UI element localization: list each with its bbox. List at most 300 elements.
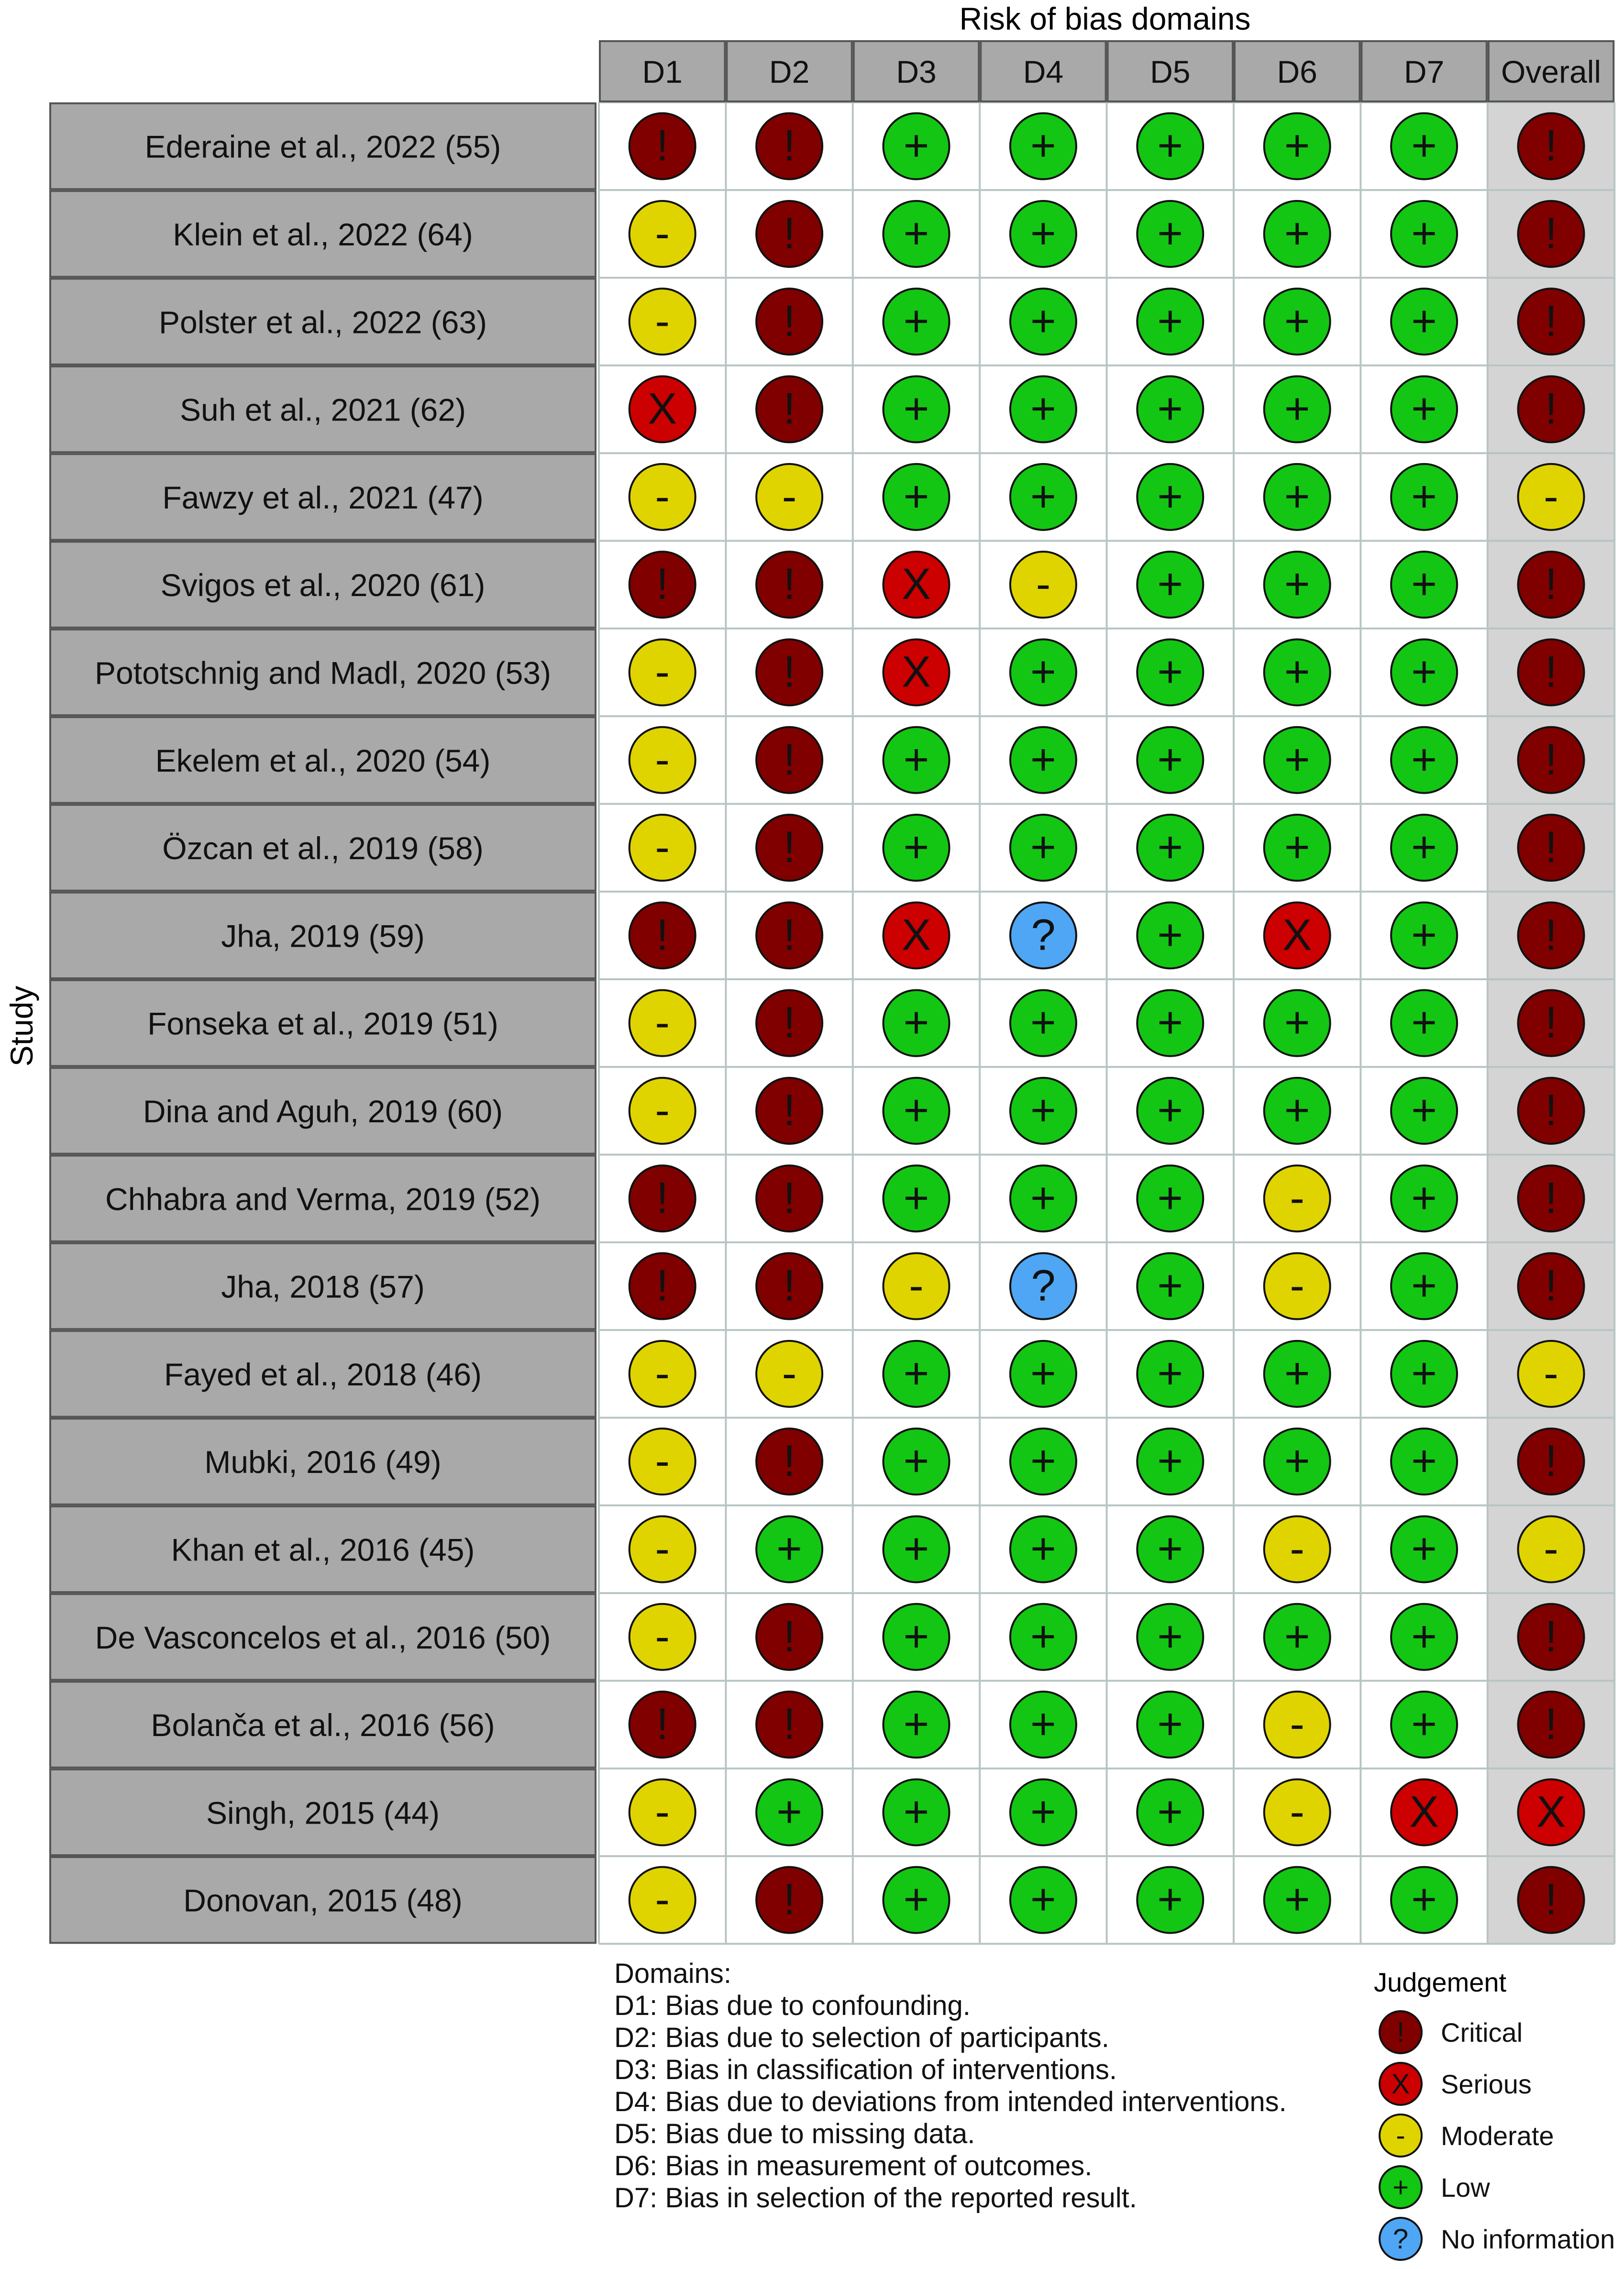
marker-khan-et-al-2016-45-d7-low [1391, 1516, 1457, 1582]
marker-bolanca-et-al-2016-56-d2-critical [756, 1692, 822, 1758]
marker-de-vasconcelos-et-al-2016-50-d3-low [884, 1604, 950, 1670]
marker-symbol: + [903, 1787, 929, 1837]
marker-fayed-et-al-2018-46-d2-moderate [756, 1341, 822, 1407]
marker-symbol: ! [783, 910, 795, 960]
marker-symbol: + [1411, 647, 1437, 697]
marker-symbol: + [1284, 1437, 1310, 1486]
marker-de-vasconcelos-et-al-2016-50-d6-low [1264, 1604, 1330, 1670]
legend-item-low [1380, 2166, 1490, 2208]
study-label-fonseka-et-al-2019-51: Fonseka et al., 2019 (51) [147, 1006, 498, 1041]
marker-singh-2015-44-d5-low [1137, 1779, 1203, 1845]
marker-polster-et-al-2022-63-d7-low [1391, 288, 1457, 354]
marker-symbol: ! [1545, 384, 1558, 433]
study-label-svigos-et-al-2020-61: Svigos et al., 2020 (61) [160, 567, 486, 603]
marker-fonseka-et-al-2019-51-d4-low [1010, 990, 1076, 1056]
marker-symbol: + [1284, 297, 1310, 346]
marker-khan-et-al-2016-45-overall-moderate [1518, 1516, 1584, 1582]
marker-donovan-2015-48-d7-low [1391, 1867, 1457, 1933]
marker-fawzy-et-al-2021-47-d7-low [1391, 464, 1457, 530]
marker-jha-2018-57-d6-moderate [1264, 1253, 1330, 1319]
marker-donovan-2015-48-d3-low [884, 1867, 950, 1933]
column-header-overall: Overall [1501, 54, 1602, 89]
column-header-d1: D1 [642, 54, 683, 89]
marker-symbol: + [1030, 647, 1056, 697]
marker-symbol: ! [783, 998, 795, 1047]
marker-symbol: + [1411, 998, 1437, 1047]
marker-symbol: + [903, 1524, 929, 1573]
marker-chhabra-and-verma-2019-52-d4-low [1010, 1165, 1076, 1231]
study-label-de-vasconcelos-et-al-2016-50: De Vasconcelos et al., 2016 (50) [95, 1619, 551, 1655]
marker-mubki-2016-49-d7-low [1391, 1428, 1457, 1494]
legend-item-critical [1380, 2011, 1523, 2053]
marker-symbol: + [1411, 472, 1437, 521]
marker-symbol: - [655, 1085, 670, 1135]
marker-suh-et-al-2021-62-d2-critical [756, 376, 822, 443]
marker-fonseka-et-al-2019-51-d2-critical [756, 990, 822, 1056]
marker-suh-et-al-2021-62-d3-low [884, 376, 950, 443]
marker-symbol: X [1409, 1787, 1439, 1837]
marker-mubki-2016-49-d4-low [1010, 1428, 1076, 1494]
marker-fawzy-et-al-2021-47-d2-moderate [756, 464, 822, 530]
marker-ekelem-et-al-2020-54-d4-low [1010, 727, 1076, 793]
marker-ozcan-et-al-2019-58-d6-low [1264, 815, 1330, 881]
marker-bolanca-et-al-2016-56-d7-low [1391, 1692, 1457, 1758]
marker-symbol: + [1284, 1085, 1310, 1135]
marker-fayed-et-al-2018-46-overall-moderate [1518, 1341, 1584, 1407]
marker-symbol: - [1290, 1261, 1305, 1310]
marker-svigos-et-al-2020-61-d3-serious [884, 552, 950, 618]
marker-symbol: + [1157, 1437, 1183, 1486]
domain-description-d4: D4: Bias due to deviations from intended interventions. [614, 2086, 1287, 2117]
domain-description-d2: D2: Bias due to selection of participants. [614, 2022, 1109, 2053]
marker-pototschnig-and-madl-2020-53-d7-low [1391, 639, 1457, 705]
marker-khan-et-al-2016-45-d5-low [1137, 1516, 1203, 1582]
marker-pototschnig-and-madl-2020-53-d1-moderate [630, 639, 696, 705]
marker-klein-et-al-2022-64-d2-critical [756, 201, 822, 267]
marker-singh-2015-44-d2-low [756, 1779, 822, 1845]
legend-label-low: Low [1441, 2172, 1490, 2203]
marker-symbol: + [1030, 1612, 1056, 1661]
marker-symbol: + [1411, 121, 1437, 170]
marker-polster-et-al-2022-63-overall-critical [1518, 288, 1584, 354]
column-header-d3: D3 [896, 54, 937, 89]
marker-symbol: ! [656, 121, 669, 170]
marker-jha-2018-57-d2-critical [756, 1253, 822, 1319]
marker-symbol: - [782, 1349, 797, 1398]
marker-suh-et-al-2021-62-overall-critical [1518, 376, 1584, 443]
marker-symbol: + [903, 1173, 929, 1223]
marker-symbol: + [1411, 1700, 1437, 1749]
marker-symbol: ! [783, 1437, 795, 1486]
marker-ozcan-et-al-2019-58-d1-moderate [630, 815, 696, 881]
column-header-d6: D6 [1277, 54, 1317, 89]
marker-symbol: ? [1031, 1261, 1056, 1310]
marker-singh-2015-44-d1-moderate [630, 1779, 696, 1845]
marker-symbol: ! [783, 1085, 795, 1135]
marker-fayed-et-al-2018-46-d4-low [1010, 1341, 1076, 1407]
marker-symbol: - [1544, 1349, 1558, 1398]
marker-symbol: + [1284, 647, 1310, 697]
marker-symbol: + [1157, 1612, 1183, 1661]
marker-symbol: + [1284, 1349, 1310, 1398]
marker-fonseka-et-al-2019-51-d3-low [884, 990, 950, 1056]
chart-title: Risk of bias domains [959, 1, 1251, 36]
marker-suh-et-al-2021-62-d1-serious [630, 376, 696, 443]
marker-symbol: + [903, 1700, 929, 1749]
marker-chhabra-and-verma-2019-52-d7-low [1391, 1165, 1457, 1231]
marker-symbol: + [1411, 823, 1437, 872]
column-header-d4: D4 [1023, 54, 1064, 89]
marker-symbol: + [1157, 1787, 1183, 1837]
marker-mubki-2016-49-overall-critical [1518, 1428, 1584, 1494]
study-label-mubki-2016-49: Mubki, 2016 (49) [204, 1444, 442, 1480]
marker-symbol: ! [1545, 560, 1558, 609]
marker-fayed-et-al-2018-46-d1-moderate [630, 1341, 696, 1407]
column-header-d2: D2 [769, 54, 810, 89]
marker-symbol: + [1411, 1261, 1437, 1310]
marker-de-vasconcelos-et-al-2016-50-d7-low [1391, 1604, 1457, 1670]
marker-svigos-et-al-2020-61-d1-critical [630, 552, 696, 618]
marker-singh-2015-44-d3-low [884, 1779, 950, 1845]
marker-jha-2018-57-d4-no_information [1010, 1253, 1076, 1319]
marker-de-vasconcelos-et-al-2016-50-d5-low [1137, 1604, 1203, 1670]
marker-chhabra-and-verma-2019-52-d6-moderate [1264, 1165, 1330, 1231]
marker-suh-et-al-2021-62-d6-low [1264, 376, 1330, 443]
marker-donovan-2015-48-d6-low [1264, 1867, 1330, 1933]
marker-symbol: + [1157, 384, 1183, 433]
marker-symbol: + [903, 297, 929, 346]
marker-bolanca-et-al-2016-56-overall-critical [1518, 1692, 1584, 1758]
marker-de-vasconcelos-et-al-2016-50-d1-moderate [630, 1604, 696, 1670]
grid-layer [599, 102, 1614, 1944]
marker-symbol: + [1284, 560, 1310, 609]
marker-jha-2019-59-d7-low [1391, 902, 1457, 968]
marker-polster-et-al-2022-63-d2-critical [756, 288, 822, 354]
study-label-suh-et-al-2021-62: Suh et al., 2021 (62) [179, 392, 466, 428]
marker-symbol: + [903, 1612, 929, 1661]
marker-chhabra-and-verma-2019-52-overall-critical [1518, 1165, 1584, 1231]
marker-symbol: - [655, 209, 670, 258]
marker-jha-2019-59-d2-critical [756, 902, 822, 968]
study-label-fawzy-et-al-2021-47: Fawzy et al., 2021 (47) [162, 479, 484, 515]
marker-jha-2019-59-d1-critical [630, 902, 696, 968]
marker-ekelem-et-al-2020-54-d3-low [884, 727, 950, 793]
marker-svigos-et-al-2020-61-d4-moderate [1010, 552, 1076, 618]
marker-ekelem-et-al-2020-54-d7-low [1391, 727, 1457, 793]
marker-symbol: + [1157, 647, 1183, 697]
marker-fawzy-et-al-2021-47-d3-low [884, 464, 950, 530]
marker-singh-2015-44-overall-serious [1518, 1779, 1584, 1845]
domain-description-d6: D6: Bias in measurement of outcomes. [614, 2150, 1093, 2181]
marker-klein-et-al-2022-64-d5-low [1137, 201, 1203, 267]
marker-klein-et-al-2022-64-d4-low [1010, 201, 1076, 267]
marker-svigos-et-al-2020-61-d5-low [1137, 552, 1203, 618]
marker-symbol: ! [783, 121, 795, 170]
marker-symbol: + [903, 472, 929, 521]
marker-symbol: + [903, 121, 929, 170]
marker-dina-and-aguh-2019-60-d3-low [884, 1078, 950, 1144]
marker-jha-2018-57-overall-critical [1518, 1253, 1584, 1319]
marker-symbol: - [909, 1261, 924, 1310]
marker-symbol: ! [656, 910, 669, 960]
marker-symbol: + [1157, 1700, 1183, 1749]
marker-symbol: + [1157, 121, 1183, 170]
marker-symbol: - [655, 1612, 670, 1661]
marker-donovan-2015-48-d1-moderate [630, 1867, 696, 1933]
marker-donovan-2015-48-d5-low [1137, 1867, 1203, 1933]
study-label-dina-and-aguh-2019-60: Dina and Aguh, 2019 (60) [143, 1093, 503, 1129]
study-label-column [50, 103, 596, 1943]
marker-symbol: + [1157, 560, 1183, 609]
marker-symbol: ! [1545, 910, 1558, 960]
column-header-row [600, 41, 1613, 101]
marker-symbol: ! [783, 297, 795, 346]
marker-symbol: ! [1545, 823, 1558, 872]
marker-jha-2019-59-d5-low [1137, 902, 1203, 968]
legend-symbol: X [1391, 2069, 1410, 2100]
marker-symbol: + [1030, 1173, 1056, 1223]
marker-singh-2015-44-d7-serious [1391, 1779, 1457, 1845]
marker-symbol: ? [1031, 910, 1056, 960]
marker-symbol: + [1411, 560, 1437, 609]
marker-jha-2018-57-d1-critical [630, 1253, 696, 1319]
marker-ederaine-et-al-2022-55-overall-critical [1518, 113, 1584, 179]
marker-symbol: + [903, 823, 929, 872]
marker-symbol: - [655, 1349, 670, 1398]
marker-symbol: + [1411, 209, 1437, 258]
marker-symbol: + [903, 209, 929, 258]
marker-symbol: + [903, 384, 929, 433]
marker-symbol: X [648, 384, 677, 433]
marker-ozcan-et-al-2019-58-d7-low [1391, 815, 1457, 881]
marker-symbol: ! [783, 384, 795, 433]
marker-symbol: ! [783, 1173, 795, 1223]
column-header-d7: D7 [1403, 54, 1445, 89]
marker-symbol: - [655, 647, 670, 697]
marker-symbol: ! [1545, 209, 1558, 258]
legend-symbol: ! [1396, 2017, 1405, 2048]
marker-singh-2015-44-d6-moderate [1264, 1779, 1330, 1845]
study-label-jha-2019-59: Jha, 2019 (59) [221, 918, 425, 954]
marker-symbol: ! [1545, 1700, 1558, 1749]
legend-item-no-information [1380, 2218, 1615, 2260]
study-label-pototschnig-and-madl-2020-53: Pototschnig and Madl, 2020 (53) [95, 655, 551, 691]
legend-item-serious [1380, 2063, 1532, 2105]
marker-fonseka-et-al-2019-51-d6-low [1264, 990, 1330, 1056]
marker-dina-and-aguh-2019-60-d4-low [1010, 1078, 1076, 1144]
marker-jha-2019-59-overall-critical [1518, 902, 1584, 968]
marker-symbol: ! [1545, 1173, 1558, 1223]
marker-polster-et-al-2022-63-d4-low [1010, 288, 1076, 354]
marker-donovan-2015-48-d4-low [1010, 1867, 1076, 1933]
marker-ekelem-et-al-2020-54-overall-critical [1518, 727, 1584, 793]
marker-symbol: + [1157, 735, 1183, 784]
marker-chhabra-and-verma-2019-52-d3-low [884, 1165, 950, 1231]
marker-mubki-2016-49-d5-low [1137, 1428, 1203, 1494]
study-label-ozcan-et-al-2019-58: Özcan et al., 2019 (58) [162, 830, 484, 866]
marker-symbol: + [776, 1524, 802, 1573]
marker-pototschnig-and-madl-2020-53-d2-critical [756, 639, 822, 705]
study-label-polster-et-al-2022-63: Polster et al., 2022 (63) [158, 304, 487, 340]
legend-symbol: ? [1392, 2224, 1409, 2255]
marker-symbol: + [1030, 1787, 1056, 1837]
marker-symbol: - [655, 1875, 670, 1924]
marker-symbol: - [655, 1524, 670, 1573]
marker-symbol: + [1157, 910, 1183, 960]
marker-ekelem-et-al-2020-54-d2-critical [756, 727, 822, 793]
marker-symbol: + [1411, 1875, 1437, 1924]
marker-symbol: + [903, 1085, 929, 1135]
marker-symbol: + [1284, 1612, 1310, 1661]
legend-item-moderate [1380, 2114, 1554, 2157]
marker-symbol: ! [1545, 1875, 1558, 1924]
marker-bolanca-et-al-2016-56-d4-low [1010, 1692, 1076, 1758]
marker-mubki-2016-49-d1-moderate [630, 1428, 696, 1494]
marker-symbol: + [903, 1875, 929, 1924]
marker-symbol: + [1284, 472, 1310, 521]
marker-ederaine-et-al-2022-55-d3-low [884, 113, 950, 179]
legend-label-serious: Serious [1441, 2069, 1532, 2099]
marker-bolanca-et-al-2016-56-d6-moderate [1264, 1692, 1330, 1758]
marker-symbol: - [655, 297, 670, 346]
marker-svigos-et-al-2020-61-d7-low [1391, 552, 1457, 618]
marker-symbol: + [1411, 297, 1437, 346]
marker-symbol: + [1284, 209, 1310, 258]
marker-dina-and-aguh-2019-60-d5-low [1137, 1078, 1203, 1144]
marker-symbol: + [903, 1349, 929, 1398]
marker-symbol: + [1030, 384, 1056, 433]
marker-klein-et-al-2022-64-d3-low [884, 201, 950, 267]
marker-symbol: ! [783, 1875, 795, 1924]
legend-symbol: - [1396, 2120, 1405, 2151]
study-label-ekelem-et-al-2020-54: Ekelem et al., 2020 (54) [155, 742, 491, 778]
marker-symbol: ! [783, 1700, 795, 1749]
marker-symbol: + [1030, 209, 1056, 258]
marker-symbol: ! [1545, 297, 1558, 346]
marker-symbol: ! [1545, 1437, 1558, 1486]
marker-polster-et-al-2022-63-d6-low [1264, 288, 1330, 354]
study-label-klein-et-al-2022-64: Klein et al., 2022 (64) [173, 216, 473, 252]
marker-jha-2018-57-d3-moderate [884, 1253, 950, 1319]
marker-ederaine-et-al-2022-55-d6-low [1264, 113, 1330, 179]
marker-symbol: X [1282, 910, 1312, 960]
marker-symbol: + [1030, 1700, 1056, 1749]
marker-ekelem-et-al-2020-54-d1-moderate [630, 727, 696, 793]
marker-jha-2018-57-d7-low [1391, 1253, 1457, 1319]
legend-label-moderate: Moderate [1441, 2121, 1554, 2151]
marker-klein-et-al-2022-64-d6-low [1264, 201, 1330, 267]
marker-ederaine-et-al-2022-55-d1-critical [630, 113, 696, 179]
marker-pototschnig-and-madl-2020-53-d3-serious [884, 639, 950, 705]
marker-svigos-et-al-2020-61-d2-critical [756, 552, 822, 618]
marker-symbol: X [901, 910, 931, 960]
marker-jha-2019-59-d4-no_information [1010, 902, 1076, 968]
marker-symbol: + [1284, 1875, 1310, 1924]
marker-fonseka-et-al-2019-51-overall-critical [1518, 990, 1584, 1056]
marker-donovan-2015-48-d2-critical [756, 1867, 822, 1933]
marker-symbol: + [1411, 1524, 1437, 1573]
marker-symbol: + [1030, 1437, 1056, 1486]
marker-suh-et-al-2021-62-d7-low [1391, 376, 1457, 443]
marker-fayed-et-al-2018-46-d3-low [884, 1341, 950, 1407]
marker-symbol: ! [1545, 1085, 1558, 1135]
marker-symbol: ! [1545, 1612, 1558, 1661]
marker-donovan-2015-48-overall-critical [1518, 1867, 1584, 1933]
marker-pototschnig-and-madl-2020-53-d5-low [1137, 639, 1203, 705]
marker-ozcan-et-al-2019-58-d3-low [884, 815, 950, 881]
marker-symbol: + [1157, 297, 1183, 346]
marker-pototschnig-and-madl-2020-53-d6-low [1264, 639, 1330, 705]
marker-de-vasconcelos-et-al-2016-50-overall-critical [1518, 1604, 1584, 1670]
marker-symbol: + [1030, 1524, 1056, 1573]
marker-symbol: ! [1545, 998, 1558, 1047]
marker-symbol: - [782, 472, 797, 521]
marker-fonseka-et-al-2019-51-d1-moderate [630, 990, 696, 1056]
marker-symbol: + [903, 998, 929, 1047]
marker-symbol: ! [783, 647, 795, 697]
legend-symbol: + [1392, 2172, 1409, 2203]
marker-symbol: + [1157, 998, 1183, 1047]
marker-klein-et-al-2022-64-d7-low [1391, 201, 1457, 267]
marker-svigos-et-al-2020-61-d6-low [1264, 552, 1330, 618]
marker-symbol: - [1036, 560, 1051, 609]
marker-symbol: + [1157, 209, 1183, 258]
marker-symbol: + [1411, 1612, 1437, 1661]
marker-khan-et-al-2016-45-d2-low [756, 1516, 822, 1582]
marker-symbol: ! [1545, 735, 1558, 784]
marker-symbol: - [1544, 472, 1558, 521]
marker-symbol: ! [783, 209, 795, 258]
marker-svigos-et-al-2020-61-overall-critical [1518, 552, 1584, 618]
marker-de-vasconcelos-et-al-2016-50-d2-critical [756, 1604, 822, 1670]
marker-khan-et-al-2016-45-d4-low [1010, 1516, 1076, 1582]
marker-fayed-et-al-2018-46-d5-low [1137, 1341, 1203, 1407]
domain-description-d1: D1: Bias due to confounding. [614, 1990, 971, 2021]
marker-bolanca-et-al-2016-56-d1-critical [630, 1692, 696, 1758]
marker-symbol: ! [656, 1700, 669, 1749]
marker-symbol: - [1290, 1787, 1305, 1837]
marker-symbol: - [655, 472, 670, 521]
marker-symbol: + [1157, 1261, 1183, 1310]
marker-symbol: - [1544, 1524, 1558, 1573]
marker-symbol: - [1290, 1173, 1305, 1223]
marker-symbol: + [903, 735, 929, 784]
marker-ekelem-et-al-2020-54-d6-low [1264, 727, 1330, 793]
marker-fonseka-et-al-2019-51-d7-low [1391, 990, 1457, 1056]
marker-de-vasconcelos-et-al-2016-50-d4-low [1010, 1604, 1076, 1670]
marker-symbol: + [1411, 384, 1437, 433]
marker-klein-et-al-2022-64-overall-critical [1518, 201, 1584, 267]
marker-ozcan-et-al-2019-58-d2-critical [756, 815, 822, 881]
marker-symbol: ! [783, 560, 795, 609]
marker-symbol: ! [783, 1261, 795, 1310]
marker-symbol: - [655, 1437, 670, 1486]
marker-ederaine-et-al-2022-55-d4-low [1010, 113, 1076, 179]
marker-symbol: ! [1545, 121, 1558, 170]
marker-polster-et-al-2022-63-d3-low [884, 288, 950, 354]
marker-symbol: + [1030, 121, 1056, 170]
marker-symbol: + [776, 1787, 802, 1837]
marker-symbol: X [901, 560, 931, 609]
marker-fayed-et-al-2018-46-d6-low [1264, 1341, 1330, 1407]
marker-pototschnig-and-madl-2020-53-d4-low [1010, 639, 1076, 705]
study-label-donovan-2015-48: Donovan, 2015 (48) [183, 1882, 463, 1918]
marker-symbol: + [1030, 297, 1056, 346]
marker-symbol: ! [783, 1612, 795, 1661]
marker-symbol: + [1157, 1085, 1183, 1135]
marker-fawzy-et-al-2021-47-d1-moderate [630, 464, 696, 530]
marker-mubki-2016-49-d3-low [884, 1428, 950, 1494]
